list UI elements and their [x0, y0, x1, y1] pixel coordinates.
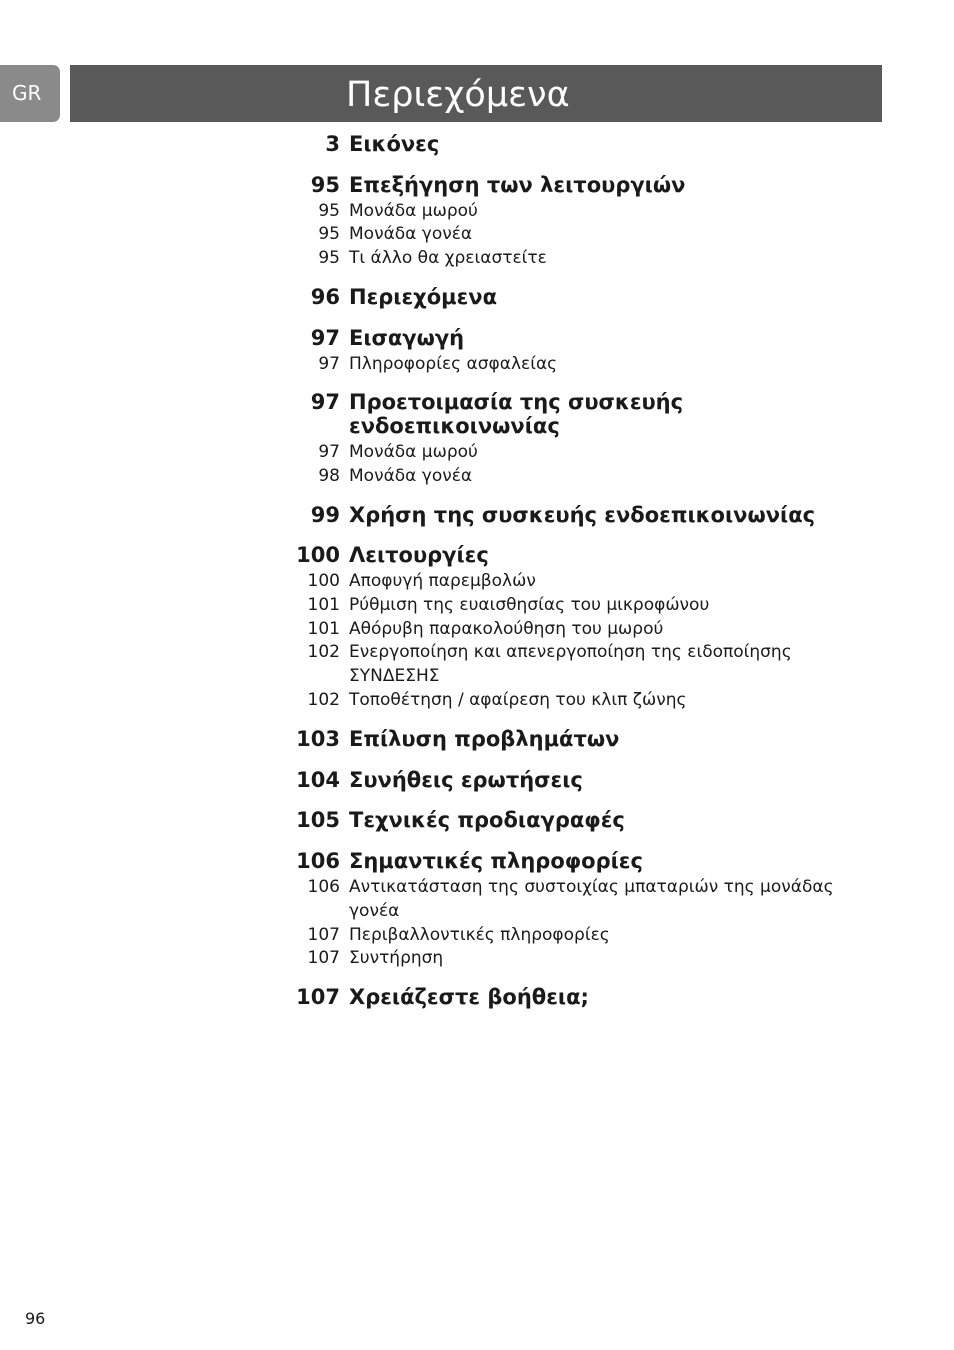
- toc-subsection-title: Μονάδα μωρού: [349, 442, 478, 462]
- toc-subsection-title: Μονάδα γονέα: [349, 224, 473, 244]
- toc-section-page: 104: [296, 768, 340, 792]
- toc-subsection-title: Πληροφορίες ασφαλείας: [349, 354, 558, 374]
- toc-subsection-title: Ρύθμιση της ευαισθησίας του μικροφώνου: [349, 595, 710, 615]
- language-tab: GR: [0, 65, 60, 122]
- toc-subsection-title: Αθόρυβη παρακολούθηση του μωρού: [349, 619, 664, 639]
- toc-section-title-line2: ενδοεπικοινωνίας: [349, 414, 560, 438]
- toc-subsection-page: 95: [318, 224, 340, 244]
- toc-section-page: 103: [296, 727, 340, 751]
- toc-subsection-page: 97: [318, 354, 340, 374]
- toc-subsection-title: Τοποθέτηση / αφαίρεση του κλιπ ζώνης: [349, 690, 687, 710]
- page-title: Περιεχόμενα: [346, 75, 570, 115]
- toc-subsection-title: Συντήρηση: [349, 948, 444, 968]
- page-number: 96: [25, 1309, 46, 1328]
- toc-subsection-page: 101: [307, 595, 340, 615]
- toc-subsection-title: Αντικατάσταση της συστοιχίας μπαταριών της μονάδας: [349, 877, 834, 897]
- toc-section-title: Χρειάζεστε βοήθεια;: [349, 985, 589, 1009]
- toc-subsection-page: 95: [318, 248, 340, 268]
- toc-section-title: Λειτουργίες: [349, 543, 489, 567]
- toc-section-page: 3: [325, 132, 340, 156]
- toc-section-page: 97: [310, 390, 340, 414]
- toc-section-title: Προετοιμασία της συσκευής: [349, 390, 684, 414]
- toc-section-title: Εικόνες: [349, 132, 440, 156]
- toc-subsection-title: Τι άλλο θα χρειαστείτε: [349, 248, 547, 268]
- toc-subsection-title: Αποφυγή παρεμβολών: [349, 571, 536, 591]
- toc-subsection-page: 97: [318, 442, 340, 462]
- toc-subsection-page: 100: [307, 571, 340, 591]
- toc-subsection-title: Περιβαλλοντικές πληροφορίες: [349, 925, 610, 945]
- toc-section-title: Περιεχόμενα: [349, 285, 498, 309]
- toc-subsection-page: 107: [307, 948, 340, 968]
- toc-subsection-page: 107: [307, 925, 340, 945]
- toc-subsection-title-line2: γονέα: [349, 901, 400, 921]
- toc-section-title: Εισαγωγή: [349, 326, 465, 350]
- toc-section-title: Σημαντικές πληροφορίες: [349, 849, 643, 873]
- toc-subsection-page: 102: [307, 642, 340, 662]
- toc-section-page: 107: [296, 985, 340, 1009]
- toc-section-page: 100: [296, 543, 340, 567]
- toc-section-title: Συνήθεις ερωτήσεις: [349, 768, 583, 792]
- title-bar: [70, 65, 882, 122]
- toc-subsection-page: 106: [307, 877, 340, 897]
- toc-subsection-page: 98: [318, 466, 340, 486]
- toc-subsection-page: 95: [318, 201, 340, 221]
- toc-subsection-title: Μονάδα γονέα: [349, 466, 473, 486]
- toc-subsection-title: Ενεργοποίηση και απενεργοποίηση της ειδοποίησης: [349, 642, 792, 662]
- toc-section-page: 106: [296, 849, 340, 873]
- toc-section-page: 95: [310, 173, 340, 197]
- toc-section-title: Επεξήγηση των λειτουργιών: [349, 173, 686, 197]
- toc-section-page: 99: [310, 503, 340, 527]
- toc-section-title: Χρήση της συσκευής ενδοεπικοινωνίας: [349, 503, 816, 527]
- toc-section-title: Επίλυση προβλημάτων: [349, 727, 620, 751]
- toc-section-title: Τεχνικές προδιαγραφές: [349, 808, 625, 832]
- toc-subsection-title-line2: ΣΥΝΔΕΣΗΣ: [349, 666, 440, 686]
- toc-subsection-title: Μονάδα μωρού: [349, 201, 478, 221]
- toc-subsection-page: 101: [307, 619, 340, 639]
- toc-section-page: 105: [296, 808, 340, 832]
- toc-section-page: 97: [310, 326, 340, 350]
- toc-subsection-page: 102: [307, 690, 340, 710]
- toc-section-page: 96: [310, 285, 340, 309]
